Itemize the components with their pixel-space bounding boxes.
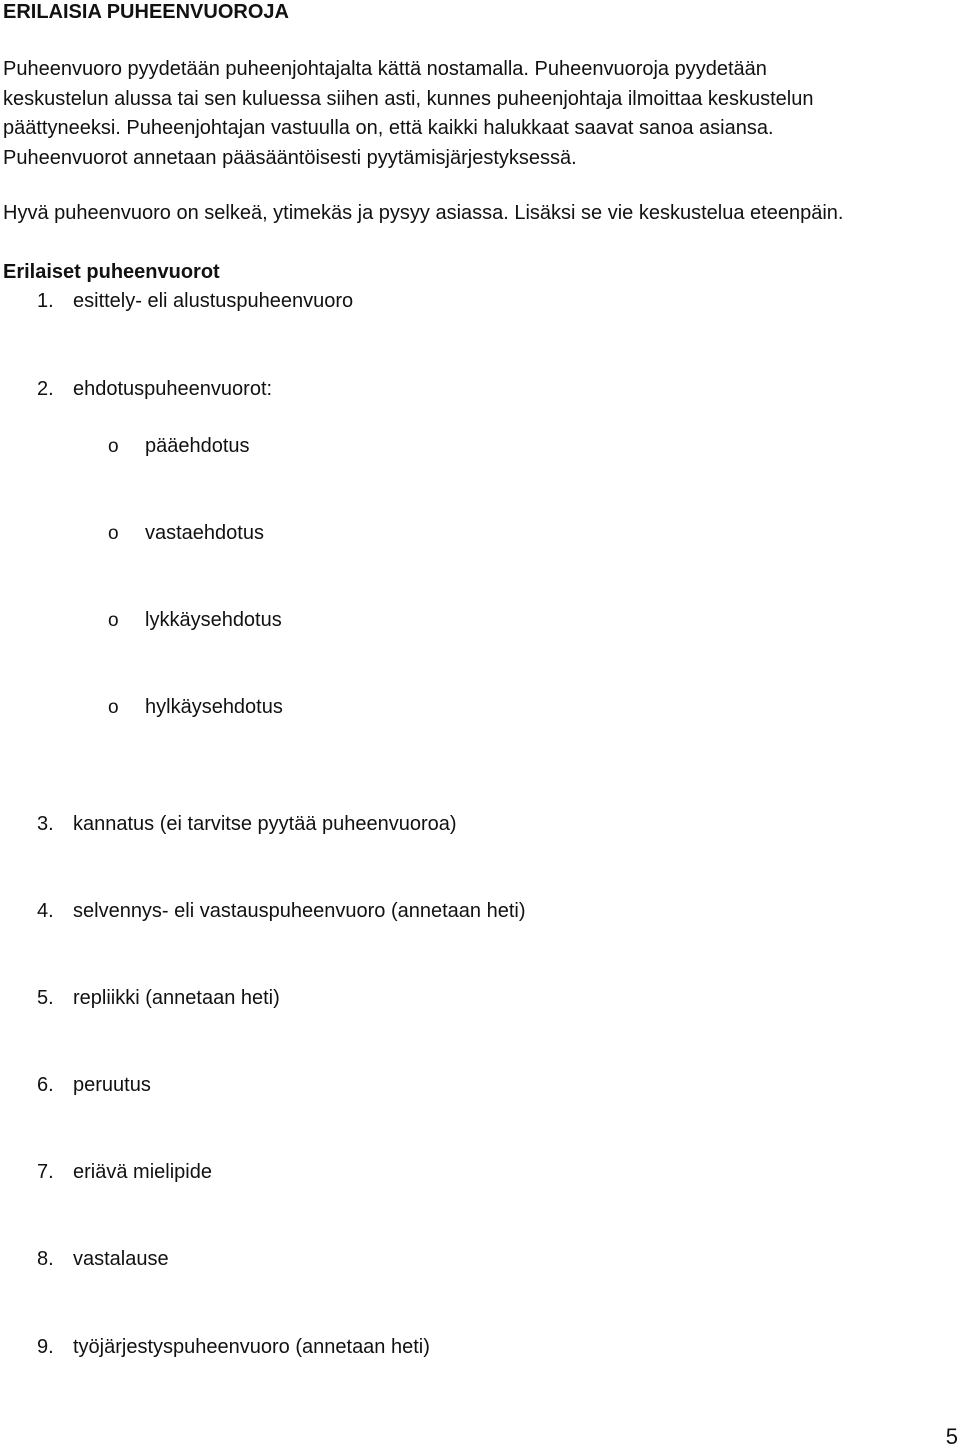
page-number: 5 xyxy=(945,1424,958,1449)
list-item xyxy=(37,375,272,404)
list-item xyxy=(37,1245,169,1274)
list-item-number: 5. xyxy=(37,987,54,1009)
section-heading: Erilaiset puheenvuorot xyxy=(3,261,220,283)
sublist-item-text: pääehdotus xyxy=(145,435,250,457)
circle-bullet-icon: o xyxy=(108,436,119,457)
list-item-number: 9. xyxy=(37,1336,54,1358)
list-item xyxy=(37,1071,151,1100)
circle-bullet-icon: o xyxy=(108,523,119,544)
sublist-item xyxy=(108,693,283,722)
sublist-item xyxy=(108,432,250,461)
list-item-number: 2. xyxy=(37,378,54,400)
list-item-text: repliikki (annetaan heti) xyxy=(73,987,280,1009)
list-item xyxy=(37,984,280,1013)
circle-bullet-icon: o xyxy=(108,610,119,631)
list-item-text: ehdotuspuheenvuorot: xyxy=(73,378,273,400)
list-item-number: 8. xyxy=(37,1248,54,1270)
intro-paragraph-line: Puheenvuorot annetaan pääsääntöisesti pyytämisjärjestyksessä. xyxy=(3,146,577,169)
list-item xyxy=(37,897,526,926)
list-item-text: esittely- eli alustuspuheenvuoro xyxy=(73,290,354,312)
list-item-text: vastalause xyxy=(73,1248,169,1270)
sublist-item-text: lykkäysehdotus xyxy=(145,609,282,631)
list-item-text: työjärjestyspuheenvuoro (annetaan heti) xyxy=(73,1336,430,1358)
list-item-number: 7. xyxy=(37,1161,54,1183)
list-item-number: 3. xyxy=(37,813,54,835)
sublist-item-text: hylkäysehdotus xyxy=(145,696,283,718)
list-item-text: peruutus xyxy=(73,1074,151,1096)
circle-bullet-icon: o xyxy=(108,697,119,718)
intro-paragraph-line: Puheenvuoro pyydetään puheenjohtajalta kättä nostamalla. Puheenvuoroja pyydetään xyxy=(3,58,767,80)
intro-paragraph-line: keskustelun alussa tai sen kuluessa siihen asti, kunnes puheenjohtaja ilmoittaa keskustelun xyxy=(3,87,814,110)
list-item xyxy=(37,1333,430,1362)
list-item xyxy=(37,287,353,316)
sublist-item xyxy=(108,519,264,548)
list-item xyxy=(37,1158,212,1187)
list-item-text: eriävä mielipide xyxy=(73,1161,212,1183)
sublist-item-text: vastaehdotus xyxy=(145,522,264,544)
good-speech-paragraph: Hyvä puheenvuoro on selkeä, ytimekäs ja pysyy asiassa. Lisäksi se vie keskustelua eteenpäin. xyxy=(3,202,844,224)
list-item-text: kannatus (ei tarvitse pyytää puheenvuoroa) xyxy=(73,813,457,835)
list-item xyxy=(37,810,457,839)
list-item-number: 4. xyxy=(37,900,54,922)
list-item-number: 1. xyxy=(37,290,54,312)
intro-paragraph xyxy=(3,55,953,173)
list-item-number: 6. xyxy=(37,1074,54,1096)
sublist-item xyxy=(108,606,282,635)
list-item-text: selvennys- eli vastauspuheenvuoro (annetaan heti) xyxy=(73,900,526,922)
document-title: ERILAISIA PUHEENVUOROJA xyxy=(3,1,289,23)
intro-paragraph-line: päättyneeksi. Puheenjohtajan vastuulla on, että kaikki halukkaat saavat sanoa asiansa. xyxy=(3,117,774,139)
